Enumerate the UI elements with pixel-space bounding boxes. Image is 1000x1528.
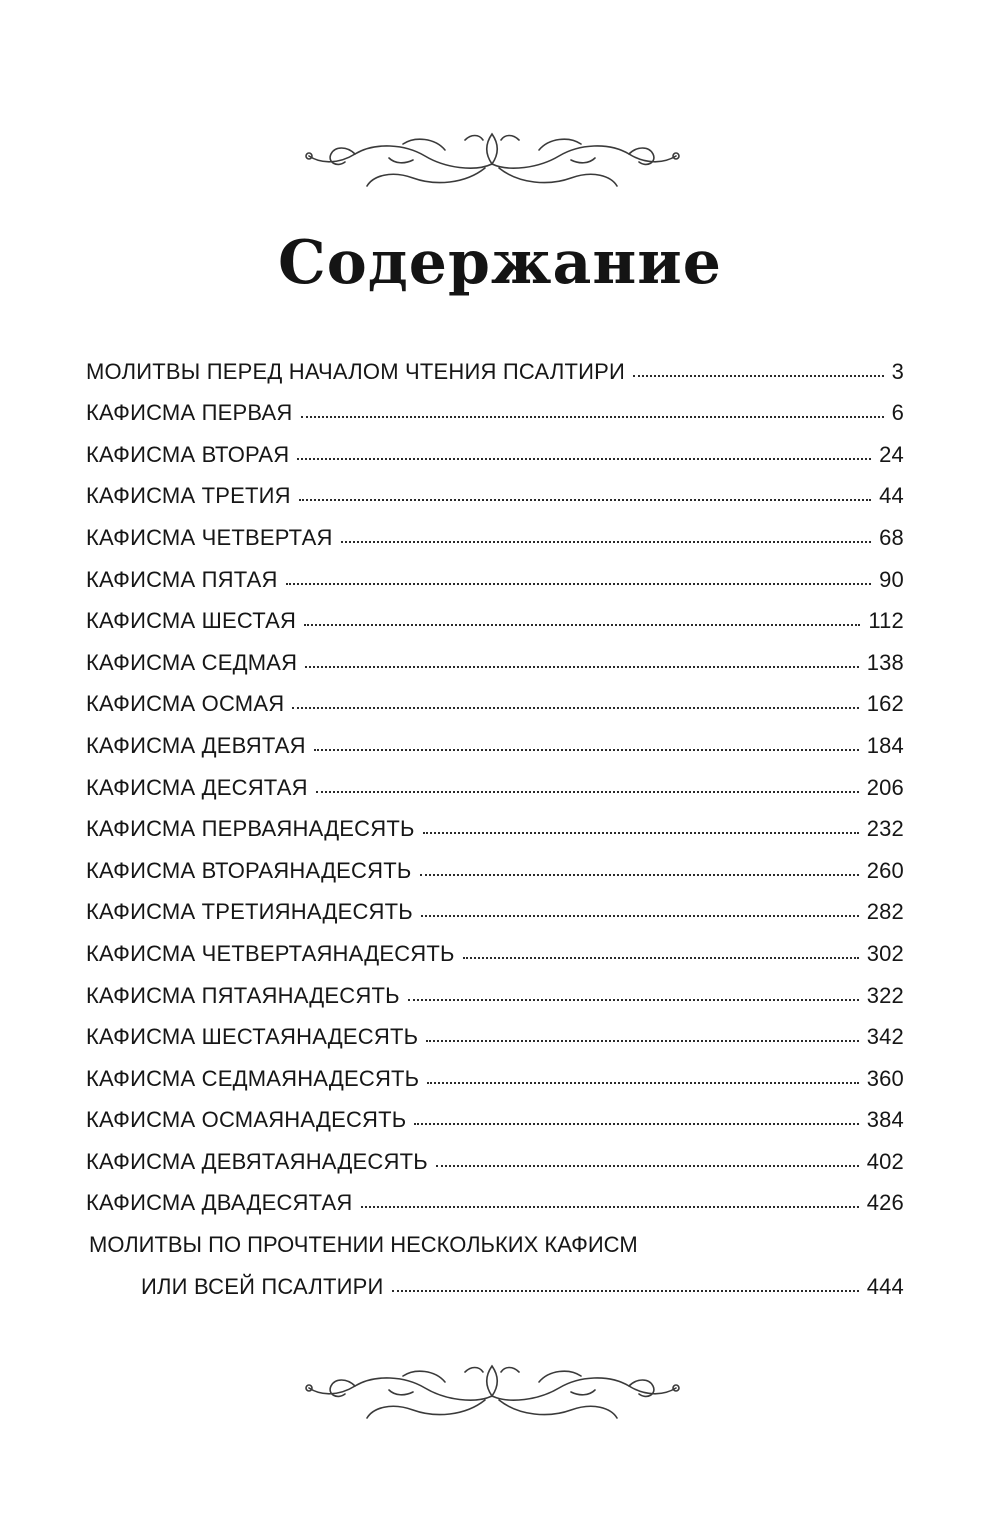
toc-entry-page: 426: [866, 1190, 904, 1216]
dot-leader: [297, 458, 871, 460]
toc-entry-label: КАФИСМА ШЕСТАЯНАДЕСЯТЬ: [86, 1024, 419, 1050]
toc-entry[interactable]: [86, 842, 904, 884]
dot-leader: [420, 874, 859, 876]
toc-entry-page: 342: [866, 1024, 904, 1050]
dot-leader: [427, 1082, 858, 1084]
toc-entry[interactable]: [86, 343, 904, 385]
page-title: Содержание: [278, 228, 722, 298]
toc-entry-page: 232: [866, 816, 904, 842]
dot-leader: [361, 1206, 859, 1208]
toc-entry[interactable]: [86, 468, 904, 510]
toc-entry-label: КАФИСМА ПЕРВАЯНАДЕСЯТЬ: [86, 816, 415, 842]
toc-entry[interactable]: [86, 925, 904, 967]
toc-entry-page: 112: [868, 608, 904, 634]
toc-entry-label-line1: МОЛИТВЫ ПО ПРОЧТЕНИИ НЕСКОЛЬКИХ КАФИСМ: [89, 1232, 638, 1258]
toc-entry[interactable]: [86, 634, 904, 676]
toc-entry-final[interactable]: [86, 1216, 904, 1300]
toc-entry-page: 184: [866, 732, 904, 758]
toc-entry-page: 360: [866, 1065, 904, 1091]
dot-leader: [633, 375, 883, 377]
dot-leader: [304, 624, 860, 626]
dot-leader: [314, 749, 859, 751]
toc-entry-label: КАФИСМА ЧЕТВЕРТАЯНАДЕСЯТЬ: [86, 940, 455, 966]
toc-entry-page: 444: [866, 1273, 904, 1299]
toc-entry-label: КАФИСМА ДЕВЯТАЯ: [86, 732, 306, 758]
toc-entry-label: МОЛИТВЫ ПЕРЕД НАЧАЛОМ ЧТЕНИЯ ПСАЛТИРИ: [86, 358, 626, 384]
dot-leader: [299, 499, 871, 501]
dot-leader: [414, 1123, 858, 1125]
toc-entry-label: КАФИСМА СЕДМАЯ: [86, 649, 298, 675]
dot-leader: [286, 583, 872, 585]
dot-leader: [316, 791, 859, 793]
toc-entry[interactable]: [86, 759, 904, 801]
dot-leader: [301, 416, 884, 418]
toc-entry-label: КАФИСМА ДЕВЯТАЯНАДЕСЯТЬ: [86, 1148, 428, 1174]
toc-entry-label: КАФИСМА ПЯТАЯНАДЕСЯТЬ: [86, 982, 400, 1008]
toc-entry-page: 384: [866, 1107, 904, 1133]
toc-entry[interactable]: [86, 1009, 904, 1051]
dot-leader: [423, 832, 859, 834]
toc-entry-page: 90: [879, 566, 904, 592]
toc-entry-page: 282: [866, 899, 904, 925]
toc-entry-page: 68: [879, 524, 904, 550]
top-ornament-icon: [295, 120, 690, 200]
bottom-ornament-icon: [295, 1352, 690, 1432]
toc-entry-page: 322: [866, 982, 904, 1008]
toc-entry[interactable]: [86, 385, 904, 427]
dot-leader: [463, 957, 859, 959]
toc-entry-page: 162: [866, 691, 904, 717]
toc-entry-page: 6: [891, 400, 904, 426]
toc-entry-label: КАФИСМА ОСМАЯНАДЕСЯТЬ: [86, 1107, 407, 1133]
toc-entry-label: КАФИСМА ТРЕТИЯ: [86, 483, 291, 509]
dot-leader: [292, 707, 858, 709]
toc-entry[interactable]: [86, 801, 904, 843]
toc-entry-page: 206: [866, 774, 904, 800]
dot-leader: [408, 999, 859, 1001]
toc-entry-label: КАФИСМА ЧЕТВЕРТАЯ: [86, 524, 333, 550]
toc-entry[interactable]: [86, 1175, 904, 1217]
toc-entry-label: КАФИСМА ПЯТАЯ: [86, 566, 278, 592]
toc-entry[interactable]: [86, 509, 904, 551]
toc-entry-page: 260: [866, 857, 904, 883]
toc-entry[interactable]: [86, 676, 904, 718]
toc-entry-page: 24: [879, 441, 904, 467]
toc-entry-label-line2: ИЛИ ВСЕЙ ПСАЛТИРИ: [141, 1273, 384, 1299]
toc-entry-page: 3: [891, 358, 904, 384]
toc-entry-label: КАФИСМА ПЕРВАЯ: [86, 400, 293, 426]
dot-leader: [421, 915, 859, 917]
dot-leader: [436, 1165, 859, 1167]
dot-leader: [341, 541, 872, 543]
toc-entry[interactable]: [86, 884, 904, 926]
toc-entry-label: КАФИСМА ДЕСЯТАЯ: [86, 774, 308, 800]
toc-entry[interactable]: [86, 1092, 904, 1134]
dot-leader: [392, 1290, 859, 1292]
toc-entry-label: КАФИСМА ТРЕТИЯНАДЕСЯТЬ: [86, 899, 413, 925]
toc-entry-page: 402: [866, 1148, 904, 1174]
dot-leader: [305, 666, 858, 668]
toc-entry[interactable]: [86, 1050, 904, 1092]
toc-entry[interactable]: [86, 1133, 904, 1175]
toc-entry[interactable]: [86, 551, 904, 593]
table-of-contents: [86, 343, 904, 1300]
toc-entry[interactable]: [86, 593, 904, 635]
toc-entry-label: КАФИСМА ОСМАЯ: [86, 691, 285, 717]
toc-entry[interactable]: [86, 426, 904, 468]
toc-entry-label: КАФИСМА ВТОРАЯ: [86, 441, 290, 467]
toc-entry-label: КАФИСМА ВТОРАЯНАДЕСЯТЬ: [86, 857, 412, 883]
toc-entry-page: 302: [866, 940, 904, 966]
toc-entry-label: КАФИСМА ДВАДЕСЯТАЯ: [86, 1190, 353, 1216]
toc-entry[interactable]: [86, 967, 904, 1009]
toc-entry-label: КАФИСМА СЕДМАЯНАДЕСЯТЬ: [86, 1065, 420, 1091]
toc-entry-label: КАФИСМА ШЕСТАЯ: [86, 608, 297, 634]
dot-leader: [426, 1040, 858, 1042]
toc-entry[interactable]: [86, 717, 904, 759]
toc-entry-page: 138: [866, 649, 904, 675]
toc-entry-page: 44: [879, 483, 904, 509]
